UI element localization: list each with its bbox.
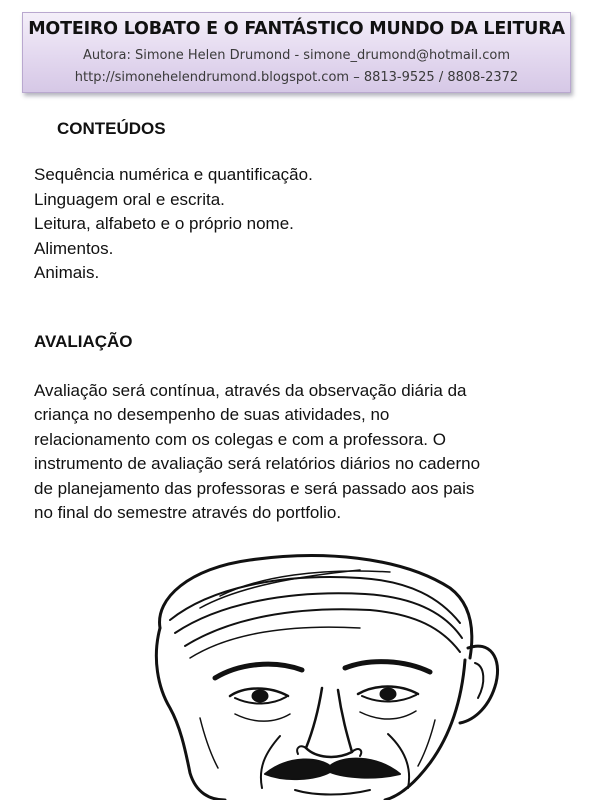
list-item: Animais. <box>34 263 100 282</box>
evaluation-heading: AVALIAÇÃO <box>34 332 133 351</box>
list-item: Alimentos. <box>34 238 114 258</box>
author-line: Autora: Simone Helen Drumond - simone_drumond@hotmail.com <box>83 48 510 63</box>
list-item: Leitura, alfabeto e o próprio nome. <box>34 214 294 233</box>
evaluation-paragraph <box>34 379 574 525</box>
contents-heading: CONTEÚDOS <box>57 119 166 138</box>
portrait-drawing <box>130 548 570 800</box>
paragraph-line: instrumento de avaliação será relatórios diários no caderno <box>34 454 481 474</box>
header-banner <box>22 12 571 93</box>
list-item: Linguagem oral e escrita. <box>34 189 225 209</box>
contents-list <box>34 163 313 286</box>
paragraph-line: de planejamento das professoras e será passado aos pais <box>34 478 475 498</box>
paragraph-line: Avaliação será contínua, através da observação diária da <box>34 381 467 400</box>
contact-line: http://simonehelendrumond.blogspot.com – 8813-9525 / 8808-2372 <box>74 70 519 85</box>
paragraph-line: relacionamento com os colegas e com a professora. O <box>34 429 446 449</box>
paragraph-line: criança no desempenho de suas atividades, no <box>34 405 390 425</box>
list-item: Sequência numérica e quantificação. <box>34 165 313 184</box>
document-title: MOTEIRO LOBATO E O FANTÁSTICO MUNDO DA LEITURA <box>28 19 565 39</box>
paragraph-line: no final do semestre através do portfolio. <box>34 503 342 523</box>
